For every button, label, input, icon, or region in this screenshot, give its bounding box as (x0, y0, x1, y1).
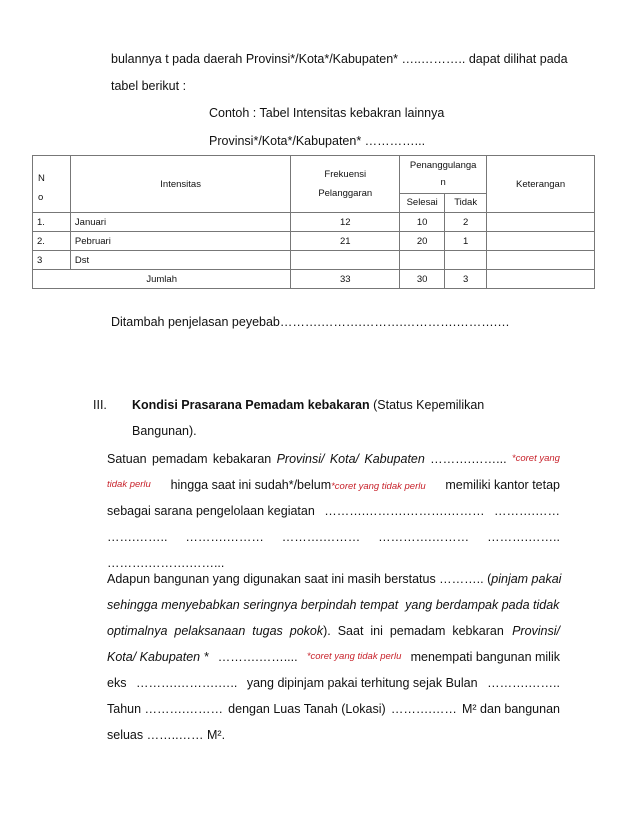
p1-line-4 (107, 524, 560, 550)
p2-dots: ……….…… (390, 702, 457, 716)
table-total-row (33, 270, 595, 289)
p2-line-5 (107, 670, 560, 696)
section-title-rest: (Status Kepemilikan (369, 398, 485, 412)
header-frekuensi-line2: Pelanggaran (318, 188, 373, 199)
total-tidak: 3 (445, 270, 487, 289)
p2-dots: ……….…….. (487, 676, 560, 690)
cell-no: 1. (33, 213, 71, 232)
cell-selesai (400, 251, 445, 270)
header-frekuensi (291, 156, 400, 213)
cell-selesai: 10 (400, 213, 445, 232)
table-header-row (33, 156, 595, 194)
p1-dots: ……….……….……….……… (324, 504, 485, 518)
p1-text: hingga saat ini sudah*/belum (170, 478, 332, 492)
cell-frekuensi: 21 (291, 232, 400, 251)
p1-dots: ……….……… (185, 530, 264, 544)
after-table-text: Ditambah penjelasan peyebab……….……….……….………….……….… (111, 315, 510, 329)
p2-note: *coret yang tidak perlu (306, 651, 402, 662)
p2-line-1 (107, 566, 560, 592)
total-selesai: 30 (400, 270, 445, 289)
cell-tidak (445, 251, 487, 270)
p1-note: tidak perlu (107, 479, 151, 490)
header-tidak: Tidak (445, 193, 487, 212)
cell-selesai: 20 (400, 232, 445, 251)
cell-keterangan (487, 232, 595, 251)
cell-frekuensi: 12 (291, 213, 400, 232)
p1-word: Satuan (107, 452, 147, 466)
header-intensitas: Intensitas (70, 156, 290, 213)
header-no-top: N (38, 173, 45, 184)
section-number: III. (93, 398, 107, 412)
p1-dots: ……….……….……... (107, 556, 225, 570)
header-no (33, 156, 71, 213)
cell-tidak: 2 (445, 213, 487, 232)
p2-text: yang dipinjam pakai terhitung sejak Bulan (246, 676, 478, 690)
p1-line-2 (107, 472, 560, 498)
header-selesai: Selesai (400, 193, 445, 212)
p2-text: menempati bangunan milik (410, 650, 560, 664)
header-no-bottom: o (38, 192, 44, 203)
header-keterangan: Keterangan (487, 156, 595, 213)
p2-dots: ……….…….... (217, 650, 298, 664)
p1-note: *coret yang tidak perlu (331, 481, 426, 492)
p2-line-2 (107, 592, 560, 618)
cell-keterangan (487, 213, 595, 232)
header-penanggulangan (400, 156, 487, 194)
p2-line-3 (107, 618, 560, 644)
header-frekuensi-line1: Frekuensi (324, 169, 367, 180)
p2-text: Adapun bangunan yang digunakan saat ini masih berstatus ……….. ( (107, 572, 492, 586)
table-row (33, 232, 595, 251)
p1-dots: ……….…… (494, 504, 560, 518)
p2-text: eks (107, 676, 127, 690)
p2-text: Tahun ……….……… (107, 702, 224, 716)
p1-note: *coret yang (511, 453, 560, 464)
header-penanggulangan-line1: Penanggulanga (409, 160, 477, 172)
intro-line-2: tabel berikut : (111, 79, 187, 93)
p2-dots: ……….……….….. (135, 676, 238, 690)
cell-intensitas: Dst (70, 251, 290, 270)
p1-text: memiliki kantor tetap (445, 478, 560, 492)
table-caption-1: Contoh : Tabel Intensitas kebakran lainnya (209, 106, 445, 120)
p1-dots: …….…….. (107, 530, 168, 544)
p2-text: seluas ……..…… M². (107, 728, 226, 742)
p2-text-italic: optimalnya pelaksanaan tugas pokok (107, 624, 324, 638)
section-title-bold: Kondisi Prasarana Pemadam kebakaran (132, 398, 370, 412)
table-caption-2: Provinsi*/Kota*/Kabupaten* …………... (209, 134, 426, 148)
cell-no: 3 (33, 251, 71, 270)
p2-line-7 (107, 722, 560, 748)
cell-intensitas: Pebruari (70, 232, 290, 251)
p1-line-3 (107, 498, 560, 524)
p1-dots: ……….……... (430, 452, 507, 466)
p1-word: pemadam (151, 452, 208, 466)
total-keterangan (487, 270, 595, 289)
p1-dots: ……….……… (281, 530, 361, 544)
p1-line-1 (107, 446, 560, 472)
table-row (33, 213, 595, 232)
p2-text-italic: Provinsi/ (512, 624, 560, 638)
p1-word: Provinsi/ (276, 452, 325, 466)
intro-line-1: bulannya t pada daerah Provinsi*/Kota*/Kabupaten* …..……….. dapat dilihat pada (111, 52, 568, 66)
p1-text: sebagai sarana pengelolaan kegiatan (107, 504, 315, 518)
section-title (132, 398, 484, 412)
table-row (33, 251, 595, 270)
paragraph-2 (107, 566, 560, 748)
header-penanggulangan-line2: n (440, 177, 446, 189)
p1-word: Kota/ (329, 452, 360, 466)
total-frekuensi: 33 (291, 270, 400, 289)
cell-no: 2. (33, 232, 71, 251)
total-label: Jumlah (33, 270, 291, 289)
p2-text: dengan Luas Tanah (Lokasi) (228, 702, 386, 716)
paragraph-1 (107, 446, 560, 576)
p1-word: Kabupaten (364, 452, 425, 466)
p2-text-italic: pinjam pakai (491, 572, 562, 586)
p2-text: ). Saat ini pemadam kebkaran (323, 624, 504, 638)
p2-text-italic: Kota/ Kabupaten * (107, 650, 209, 664)
section-title-line-2: Bangunan). (132, 424, 197, 438)
p2-line-6 (107, 696, 560, 722)
cell-tidak: 1 (445, 232, 487, 251)
cell-keterangan (487, 251, 595, 270)
p1-dots: ……….…….. (487, 530, 560, 544)
p2-text: M² dan bangunan (462, 702, 560, 716)
intensity-table (32, 155, 595, 289)
p1-dots: ………….……… (378, 530, 470, 544)
p2-text-italic: sehingga menyebabkan seringnya berpindah tempat yang berdampak pada tidak (107, 598, 560, 612)
cell-frekuensi (291, 251, 400, 270)
cell-intensitas: Januari (70, 213, 290, 232)
p1-word: kebakaran (212, 452, 272, 466)
p2-line-4 (107, 644, 560, 670)
